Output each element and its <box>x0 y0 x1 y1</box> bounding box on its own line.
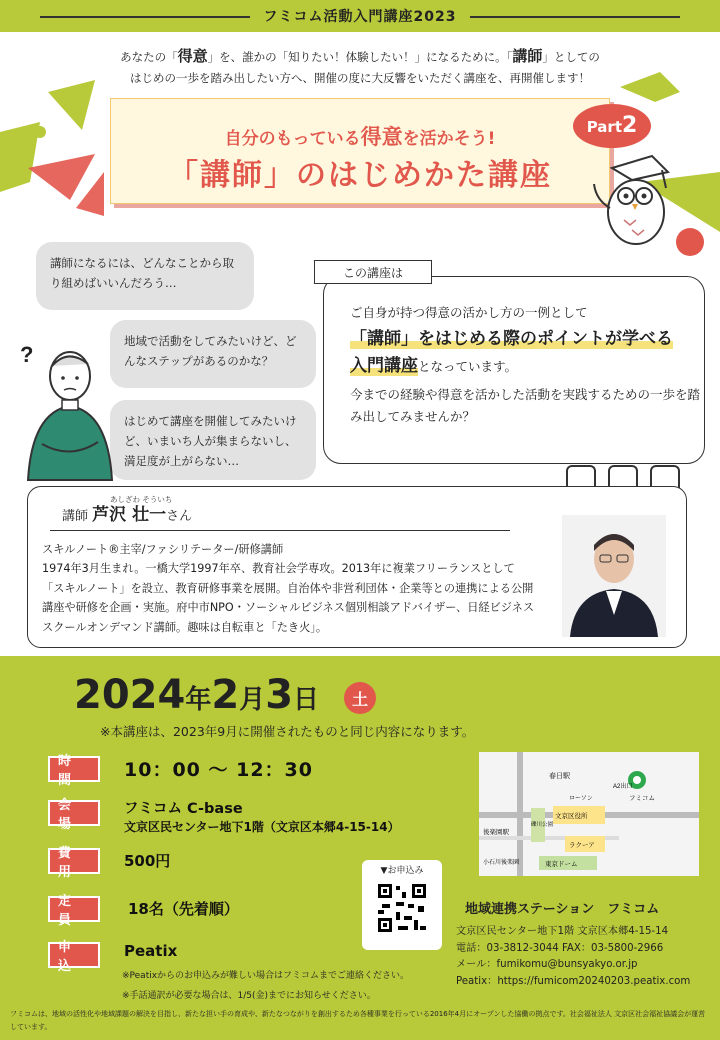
event-note: ※本講座は、2023年9月に開催されたものと同じ内容になります。 <box>100 724 475 739</box>
map-label: ラクーア <box>569 842 595 849</box>
station-email[interactable]: メール：fumikomu@bunsyakyo.or.jp <box>456 959 638 970</box>
divider <box>50 530 510 531</box>
map-label: 小石川後楽園 <box>483 860 520 866</box>
apply-label: 申込 <box>48 942 100 968</box>
qr-label: ▼お申込み <box>380 866 424 876</box>
footer-text: フミコムは、地域の活性化や地域課題の解決を目指し、新たな担い手の育成や、新たなつながりを創出するため各種事業を行っている2016年4月にオープンした協働の拠点です。社会福祉法人 文京区社会福祉協議会が運営しています。 <box>10 1010 706 1031</box>
lecturer-bio: スキルノート®主宰/ファシリテーター/研修講師 1974年3月生まれ。一橋大学1997年卒、教育社会学専攻。2013年に複業フリーランスとして「スキルノート」を設立、教育研修事業を展開。自治体や非営利団体・企業等との連携による公開講座や研修を企画・実施。府中市NPO・ソーシャルビジネス個別相談アドバイザー、日経ビジネススクールオンデマンド講師。趣味は自転車と「たき火」。 <box>42 543 535 634</box>
series-header <box>0 0 720 32</box>
weekday-badge: 土 <box>344 682 376 714</box>
part-badge: Part 2 <box>573 104 651 148</box>
subtitle: 自分のもっている得意を活かそう! <box>224 125 496 149</box>
map-label: 文京区役所 <box>555 813 588 820</box>
owl-illustration <box>592 150 676 246</box>
map-label: 春日駅 <box>549 773 570 780</box>
map-label: A2出口 <box>613 784 633 790</box>
event-date: 2024年2月3日 <box>74 672 320 718</box>
time-value: 10：00 ～ 12：30 <box>124 759 313 781</box>
access-map-drawing <box>479 752 699 876</box>
series-title: フミコム活動入門講座2023 <box>254 6 467 26</box>
capacity-value: 18名（先着順） <box>128 900 239 918</box>
apply-value: Peatix <box>124 942 178 960</box>
fee-label: 費用 <box>48 848 100 874</box>
venue-name: フミコム C-base <box>124 801 243 817</box>
qr-code-icon[interactable] <box>376 882 428 934</box>
station-name: 地域連携ステーション フミコム <box>465 902 660 917</box>
header-rule-right <box>470 16 680 18</box>
worry-bubble-3: はじめて講座を開催してみたいけど、いまいち人が集まらないし、満足度が上がらない… <box>110 400 316 480</box>
main-title: 「講師」のはじめかた講座 <box>168 158 552 193</box>
station-peatix-link[interactable]: Peatix：https://fumicom20240203.peatix.com <box>456 975 691 987</box>
venue-label: 会場 <box>48 800 100 826</box>
header-rule-left <box>40 16 250 18</box>
time-label: 時間 <box>48 756 100 782</box>
worry-bubble-1: 講師になるには、どんなことから取り組めばいいんだろう… <box>36 242 254 310</box>
question-mark: ? <box>20 342 34 367</box>
lecturer-name: 芦沢 壮一 <box>92 505 167 525</box>
station-contact: 文京区民センター地下1階 文京区本郷4-15-14 電話：03-3812-3044 FAX：03-5800-2966 メール：fumikomu@bunsyakyo.or.jp Peatix：https://fumicom20240203.peatix.com <box>456 924 716 990</box>
capacity-label: 定員 <box>48 896 100 922</box>
map-label: 東京ドーム <box>545 861 578 868</box>
lecturer-photo <box>562 515 666 637</box>
apply-note-1: ※Peatixからのお申込みが難しい場合はフミコムまでご連絡ください。 <box>122 971 410 981</box>
course-description-tag: この講座は <box>314 260 432 284</box>
worry-bubble-2: 地域で活動をしてみたいけど、どんなステップがあるのかな？ <box>110 320 316 388</box>
thinking-person-illustration <box>18 340 114 490</box>
apply-note-2: ※手話通訳が必要な場合は、1/5(金)までにお知らせください。 <box>122 991 376 1001</box>
course-description-text: ご自身が持つ得意の活かし方の一例として 「講師」をはじめる際のポイントが学べる 入門講座となっています。 今までの経験や得意を活かした活動を実践するための一歩を踏み出してみませんか？ <box>350 305 701 424</box>
venue-address: 文京区民センター地下1階（文京区本郷4-15-14） <box>124 820 400 834</box>
map-label: 礫川公園 <box>531 822 554 828</box>
lecturer-heading: 講師 芦沢 壮一さん <box>62 505 193 525</box>
map-label: 後楽園駅 <box>483 829 509 836</box>
intro-text: あなたの「得意」を、誰かの「知りたい！体験したい！」になるために。「講師」としての はじめの一歩を踏み出したい方へ、開催の度に大反響をいただく講座を、再開催します！ <box>120 47 600 85</box>
highlight-line: 「講師」をはじめる際のポイントが学べる <box>350 329 673 349</box>
map-label: ローソン <box>569 796 593 802</box>
map-label: フミコム <box>629 795 655 802</box>
lecturer-name-ruby: あしざわ そういち <box>110 495 173 504</box>
fee-value: 500円 <box>124 852 171 870</box>
